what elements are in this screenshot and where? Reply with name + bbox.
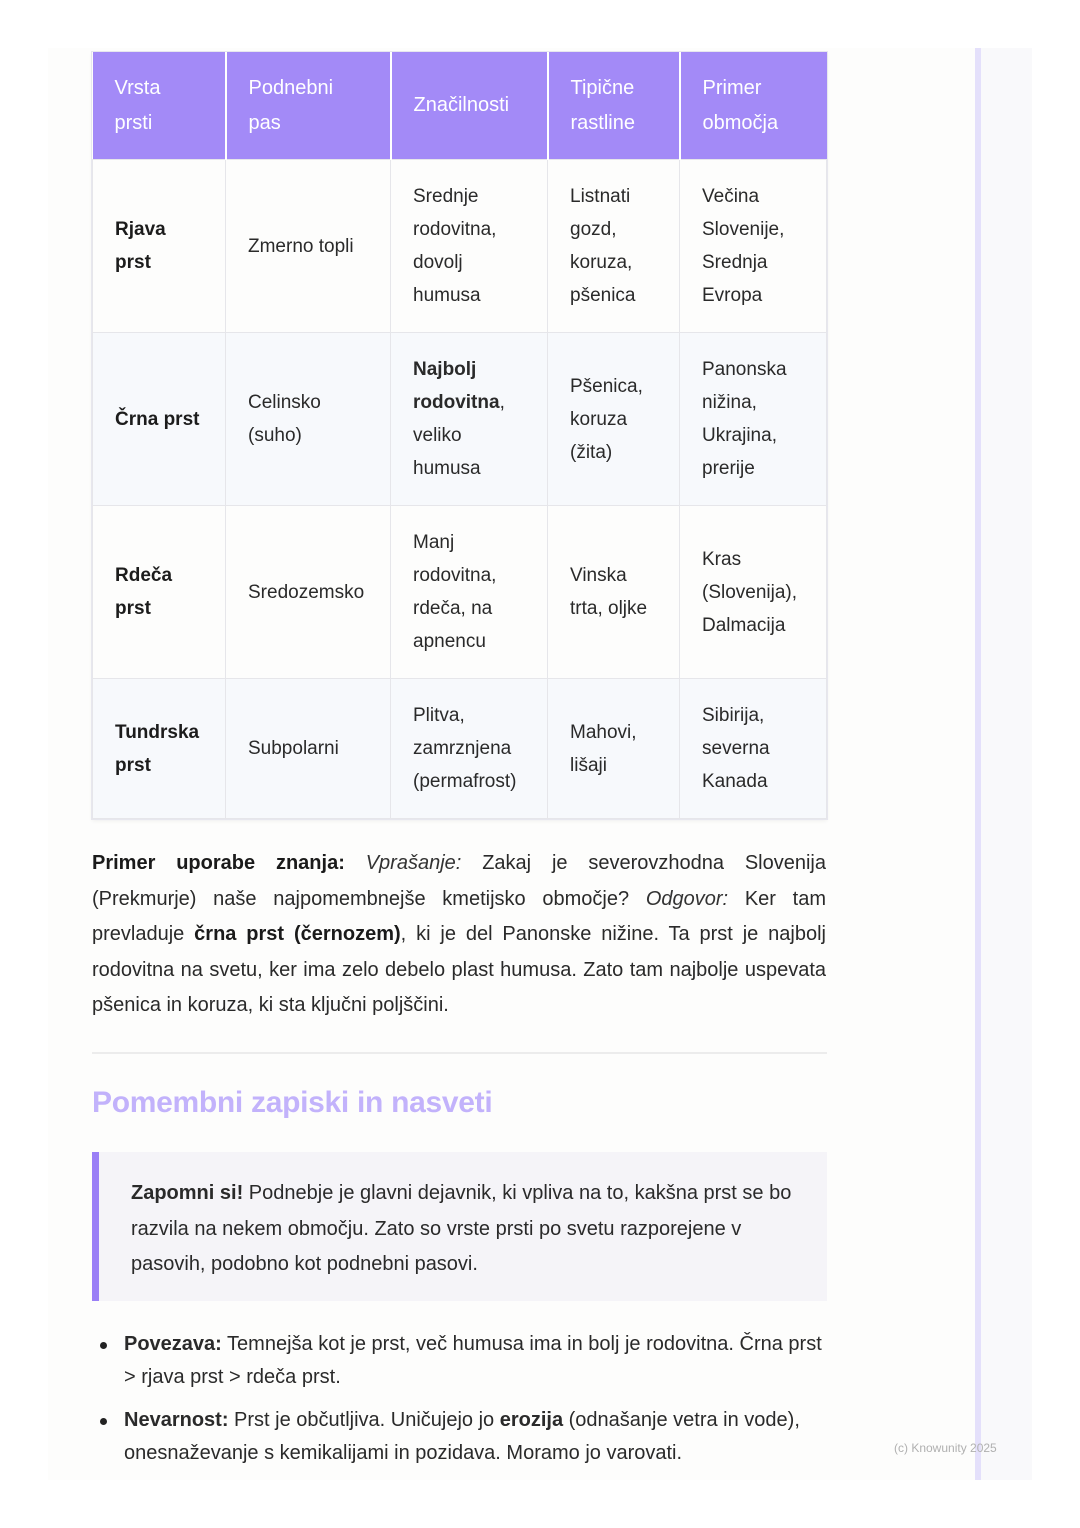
question-label: Vprašanje:: [365, 852, 462, 874]
bullet-text: Temnejša kot je prst, več humusa ima in bolj je rodovitna. Črna prst > rjava prst > rdeča prst.: [124, 1333, 822, 1388]
cell-soil-name: Tundrska prst: [93, 679, 226, 819]
cell-area: Sibirija, severna Kanada: [680, 679, 827, 819]
table-row: [93, 679, 827, 819]
table-row: [93, 333, 827, 506]
right-margin: [981, 48, 1032, 1480]
bullet-text: Prst je občutljiva. Uničujejo jo: [228, 1409, 500, 1431]
question-text: Zakaj je severovzhodna Slovenija (Prekmurje) naše najpomembnejše kmetijsko območje?: [92, 852, 827, 910]
answer-text: Ker tam prevladuje: [92, 887, 827, 945]
table-row: [93, 160, 827, 333]
cell-plants: Listnati gozd, koruza, pšenica: [548, 160, 680, 333]
list-item: [92, 1404, 827, 1470]
answer-bold: črna prst (černozem): [194, 923, 401, 945]
cell-traits: Manj rodovitna, rdeča, na apnencu: [391, 506, 548, 679]
cell-area: Kras (Slovenija), Dalmacija: [680, 506, 827, 679]
example-label: Primer uporabe znanja:: [92, 852, 345, 874]
cell-soil-name: Rjava prst: [93, 160, 226, 333]
header-area: Primer območja: [680, 52, 827, 160]
example-paragraph: [92, 846, 826, 1024]
cell-traits: Srednje rodovitna, dovolj humusa: [391, 160, 548, 333]
cell-climate: Zmerno topli: [226, 160, 391, 333]
bullet-bold-term: erozija: [499, 1409, 564, 1431]
cell-climate: Celinsko (suho): [226, 333, 391, 506]
answer-label: Odgovor:: [645, 887, 729, 910]
header-plants: Tipične rastline: [548, 52, 680, 160]
cell-area: Večina Slovenije, Srednja Evropa: [680, 160, 827, 333]
cell-plants: Mahovi, lišaji: [548, 679, 680, 819]
header-soil-type: Vrsta prsti: [93, 52, 226, 160]
bullet-icon: [100, 1418, 107, 1425]
cell-traits-rest: , veliko humusa: [413, 392, 505, 479]
answer-text-rest: , ki je del Panonske nižine. Ta prst je najbolj rodovitna na svetu, ker ima zelo debelo plast humusa. Zato tam najbolje uspevata pšenica in koruza, ki sta ključni poljščini.: [92, 923, 827, 1016]
callout-box: [92, 1152, 827, 1301]
cell-plants: Pšenica, koruza (žita): [548, 333, 680, 506]
cell-soil-name: Črna prst: [93, 333, 226, 506]
divider: [92, 1052, 827, 1054]
callout-text: Podnebje je glavni dejavnik, ki vpliva na to, kakšna prst se bo razvila na nekem območju. Zato so vrste prsti po svetu razporejene v pasovih, podobno kot podnebni pasovi.: [131, 1182, 792, 1275]
soil-types-table: [92, 52, 827, 819]
header-traits: Značilnosti: [391, 52, 548, 160]
cell-climate: Sredozemsko: [226, 506, 391, 679]
cell-traits: Plitva, zamrznjena (permafrost): [391, 679, 548, 819]
bullet-label: Nevarnost:: [124, 1409, 229, 1431]
cell-traits-bold: Najbolj rodovitna: [413, 359, 500, 413]
cell-traits: [391, 333, 548, 506]
notes-list: [92, 1328, 827, 1480]
table-row: [93, 506, 827, 679]
table-header-row: [93, 52, 827, 160]
callout-bold: Zapomni si!: [131, 1182, 244, 1204]
section-title: Pomembni zapiski in nasveti: [92, 1086, 493, 1119]
cell-area: Panonska nižina, Ukrajina, prerije: [680, 333, 827, 506]
bullet-icon: [100, 1342, 107, 1349]
list-item: [92, 1328, 827, 1394]
bullet-label: Povezava:: [124, 1333, 222, 1355]
header-climate: Podnebni pas: [226, 52, 391, 160]
cell-climate: Subpolarni: [226, 679, 391, 819]
cell-soil-name: Rdeča prst: [93, 506, 226, 679]
right-accent-bar: [975, 48, 981, 1480]
cell-plants: Vinska trta, oljke: [548, 506, 680, 679]
watermark: (c) Knowunity 2025: [894, 1441, 997, 1455]
bullet-text-rest: (odnašanje vetra in vode), onesnaževanje s kemikalijami in pozidava. Moramo jo varovati.: [124, 1409, 800, 1464]
